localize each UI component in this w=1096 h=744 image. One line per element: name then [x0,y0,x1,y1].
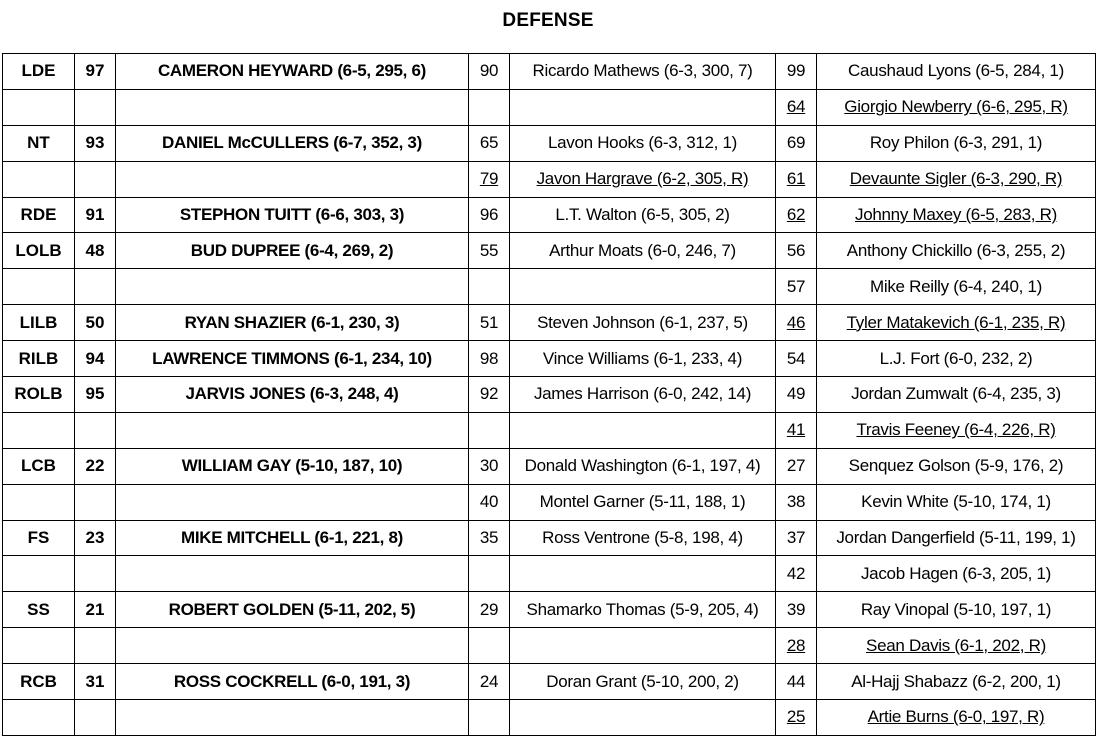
table-row [3,520,1096,556]
position-cell: LILB [3,305,75,341]
second-string-name-cell [510,556,776,592]
third-string-number-cell: 44 [776,664,817,700]
third-string-name-cell: Travis Feeney (6-4, 226, R) [817,412,1096,448]
third-string-number-cell: 62 [776,197,817,233]
starter-name-cell: STEPHON TUITT (6-6, 303, 3) [116,197,469,233]
second-string-number-cell [469,700,510,736]
starter-name-cell [116,269,469,305]
third-string-name-cell: Jacob Hagen (6-3, 205, 1) [817,556,1096,592]
position-cell [3,556,75,592]
second-string-number-cell: 24 [469,664,510,700]
position-cell [3,628,75,664]
starter-number-cell: 95 [75,377,116,413]
starter-number-cell: 48 [75,233,116,269]
third-string-number-cell: 54 [776,341,817,377]
starter-name-cell: ROBERT GOLDEN (5-11, 202, 5) [116,592,469,628]
third-string-name-cell: Tyler Matakevich (6-1, 235, R) [817,305,1096,341]
third-string-number-cell: 46 [776,305,817,341]
position-cell: LDE [3,54,75,90]
position-cell: SS [3,592,75,628]
third-string-number-cell: 57 [776,269,817,305]
second-string-number-cell: 79 [469,161,510,197]
third-string-name-cell: Artie Burns (6-0, 197, R) [817,700,1096,736]
table-row [3,556,1096,592]
position-cell: LCB [3,448,75,484]
table-row [3,377,1096,413]
depth-chart-table [2,53,1096,736]
position-cell: RCB [3,664,75,700]
second-string-name-cell [510,89,776,125]
starter-name-cell: WILLIAM GAY (5-10, 187, 10) [116,448,469,484]
second-string-name-cell: Vince Williams (6-1, 233, 4) [510,341,776,377]
third-string-number-cell: 41 [776,412,817,448]
third-string-name-cell: Anthony Chickillo (6-3, 255, 2) [817,233,1096,269]
position-cell: NT [3,125,75,161]
starter-name-cell [116,89,469,125]
third-string-number-cell: 69 [776,125,817,161]
second-string-name-cell [510,628,776,664]
second-string-name-cell [510,700,776,736]
position-cell: LOLB [3,233,75,269]
second-string-number-cell: 96 [469,197,510,233]
position-cell [3,484,75,520]
starter-number-cell [75,269,116,305]
second-string-name-cell: Donald Washington (6-1, 197, 4) [510,448,776,484]
third-string-number-cell: 39 [776,592,817,628]
third-string-name-cell: Al-Hajj Shabazz (6-2, 200, 1) [817,664,1096,700]
second-string-name-cell [510,269,776,305]
second-string-name-cell: Lavon Hooks (6-3, 312, 1) [510,125,776,161]
third-string-number-cell: 25 [776,700,817,736]
table-row [3,233,1096,269]
table-row [3,700,1096,736]
second-string-name-cell [510,412,776,448]
position-cell [3,412,75,448]
table-row [3,484,1096,520]
starter-name-cell: BUD DUPREE (6-4, 269, 2) [116,233,469,269]
starter-name-cell [116,628,469,664]
third-string-name-cell: Kevin White (5-10, 174, 1) [817,484,1096,520]
table-row [3,628,1096,664]
second-string-name-cell: Arthur Moats (6-0, 246, 7) [510,233,776,269]
third-string-name-cell: Ray Vinopal (5-10, 197, 1) [817,592,1096,628]
third-string-number-cell: 28 [776,628,817,664]
second-string-number-cell: 30 [469,448,510,484]
starter-name-cell: RYAN SHAZIER (6-1, 230, 3) [116,305,469,341]
second-string-number-cell: 51 [469,305,510,341]
third-string-number-cell: 38 [776,484,817,520]
second-string-number-cell: 55 [469,233,510,269]
position-cell [3,161,75,197]
starter-number-cell: 31 [75,664,116,700]
second-string-number-cell [469,269,510,305]
starter-name-cell [116,556,469,592]
third-string-name-cell: Jordan Zumwalt (6-4, 235, 3) [817,377,1096,413]
starter-number-cell: 21 [75,592,116,628]
second-string-number-cell: 35 [469,520,510,556]
third-string-name-cell: Jordan Dangerfield (5-11, 199, 1) [817,520,1096,556]
second-string-number-cell [469,628,510,664]
starter-name-cell: JARVIS JONES (6-3, 248, 4) [116,377,469,413]
page-title: DEFENSE [502,10,594,31]
third-string-name-cell: Johnny Maxey (6-5, 283, R) [817,197,1096,233]
position-cell [3,89,75,125]
starter-number-cell [75,484,116,520]
starter-name-cell [116,700,469,736]
second-string-name-cell: Montel Garner (5-11, 188, 1) [510,484,776,520]
third-string-number-cell: 99 [776,54,817,90]
third-string-number-cell: 37 [776,520,817,556]
starter-number-cell [75,161,116,197]
second-string-number-cell: 92 [469,377,510,413]
starter-number-cell: 50 [75,305,116,341]
starter-name-cell [116,412,469,448]
third-string-number-cell: 42 [776,556,817,592]
starter-number-cell: 93 [75,125,116,161]
second-string-name-cell: Ricardo Mathews (6-3, 300, 7) [510,54,776,90]
second-string-number-cell: 40 [469,484,510,520]
position-cell: RDE [3,197,75,233]
second-string-number-cell [469,89,510,125]
second-string-name-cell: James Harrison (6-0, 242, 14) [510,377,776,413]
table-row [3,592,1096,628]
position-cell [3,269,75,305]
position-cell: RILB [3,341,75,377]
position-cell: FS [3,520,75,556]
starter-name-cell: LAWRENCE TIMMONS (6-1, 234, 10) [116,341,469,377]
third-string-name-cell: Devaunte Sigler (6-3, 290, R) [817,161,1096,197]
third-string-number-cell: 49 [776,377,817,413]
third-string-number-cell: 56 [776,233,817,269]
third-string-name-cell: Sean Davis (6-1, 202, R) [817,628,1096,664]
second-string-number-cell: 98 [469,341,510,377]
position-cell [3,700,75,736]
position-cell: ROLB [3,377,75,413]
third-string-number-cell: 27 [776,448,817,484]
starter-number-cell: 97 [75,54,116,90]
starter-number-cell: 94 [75,341,116,377]
table-row [3,161,1096,197]
second-string-name-cell: Steven Johnson (6-1, 237, 5) [510,305,776,341]
table-row [3,197,1096,233]
second-string-number-cell: 90 [469,54,510,90]
table-row [3,448,1096,484]
table-row [3,305,1096,341]
third-string-name-cell: Roy Philon (6-3, 291, 1) [817,125,1096,161]
table-row [3,54,1096,90]
starter-number-cell: 23 [75,520,116,556]
table-row [3,664,1096,700]
table-row [3,89,1096,125]
table-row [3,269,1096,305]
second-string-name-cell: Ross Ventrone (5-8, 198, 4) [510,520,776,556]
table-row [3,125,1096,161]
starter-name-cell: ROSS COCKRELL (6-0, 191, 3) [116,664,469,700]
starter-number-cell [75,412,116,448]
second-string-name-cell: Shamarko Thomas (5-9, 205, 4) [510,592,776,628]
starter-number-cell [75,700,116,736]
starter-name-cell: DANIEL McCULLERS (6-7, 352, 3) [116,125,469,161]
second-string-name-cell: Javon Hargrave (6-2, 305, R) [510,161,776,197]
starter-number-cell: 22 [75,448,116,484]
starter-number-cell: 91 [75,197,116,233]
second-string-name-cell: Doran Grant (5-10, 200, 2) [510,664,776,700]
third-string-name-cell: L.J. Fort (6-0, 232, 2) [817,341,1096,377]
starter-name-cell [116,161,469,197]
second-string-number-cell [469,556,510,592]
starter-number-cell [75,89,116,125]
third-string-name-cell: Senquez Golson (5-9, 176, 2) [817,448,1096,484]
starter-number-cell [75,556,116,592]
third-string-number-cell: 61 [776,161,817,197]
third-string-number-cell: 64 [776,89,817,125]
second-string-number-cell: 29 [469,592,510,628]
third-string-name-cell: Giorgio Newberry (6-6, 295, R) [817,89,1096,125]
starter-name-cell: MIKE MITCHELL (6-1, 221, 8) [116,520,469,556]
table-row [3,412,1096,448]
third-string-name-cell: Caushaud Lyons (6-5, 284, 1) [817,54,1096,90]
starter-number-cell [75,628,116,664]
second-string-number-cell: 65 [469,125,510,161]
starter-name-cell [116,484,469,520]
depth-chart-body [3,54,1096,736]
second-string-number-cell [469,412,510,448]
starter-name-cell: CAMERON HEYWARD (6-5, 295, 6) [116,54,469,90]
second-string-name-cell: L.T. Walton (6-5, 305, 2) [510,197,776,233]
table-row [3,341,1096,377]
third-string-name-cell: Mike Reilly (6-4, 240, 1) [817,269,1096,305]
